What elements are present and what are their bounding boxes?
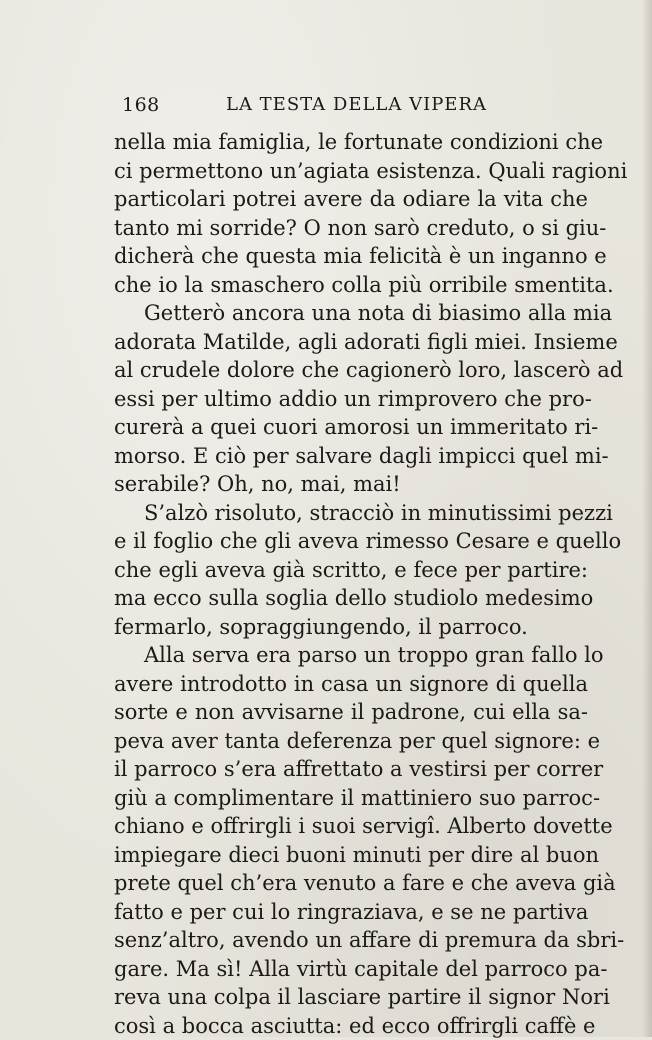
text-line: che io la smaschero colla più orribile smentita.	[114, 271, 588, 300]
text-line: avere introdotto in casa un signore di quella	[114, 670, 588, 699]
page-edge-shadow	[642, 0, 652, 1037]
text-line: ma ecco sulla soglia dello studiolo medesimo	[114, 584, 588, 613]
text-line: tanto mi sorride? O non sarò creduto, o si giu-	[114, 214, 588, 243]
text-line: adorata Matilde, agli adorati figli miei. Insieme	[114, 328, 588, 357]
text-line: il parroco s’era affrettato a vestirsi per correr	[114, 755, 588, 784]
text-line: Getterò ancora una nota di biasimo alla mia	[114, 299, 588, 328]
running-title: LA TESTA DELLA VIPERA	[226, 94, 487, 115]
text-line: sorte e non avvisarne il padrone, cui ella sa-	[114, 698, 588, 727]
text-line: essi per ultimo addio un rimprovero che pro-	[114, 385, 588, 414]
text-line: senz’altro, avendo un affare di premura da sbri-	[114, 926, 588, 955]
text-line: giù a complimentare il mattiniero suo parroc-	[114, 784, 588, 813]
body-text	[114, 128, 588, 1040]
text-line: dicherà che questa mia felicità è un inganno e	[114, 242, 588, 271]
text-line: chiano e offrirgli i suoi servigî. Alberto dovette	[114, 812, 588, 841]
text-line: fatto e per cui lo ringraziava, e se ne partiva	[114, 898, 588, 927]
text-line: morso. E ciò per salvare dagli impicci quel mi-	[114, 442, 588, 471]
text-line: prete quel ch’era venuto a fare e che aveva già	[114, 869, 588, 898]
page-number: 168	[122, 94, 160, 116]
text-line: peva aver tanta deferenza per quel signore: e	[114, 727, 588, 756]
text-line: che egli aveva già scritto, e fece per partire:	[114, 556, 588, 585]
text-line: S’alzò risoluto, stracciò in minutissimi pezzi	[114, 499, 588, 528]
text-line: gare. Ma sì! Alla virtù capitale del parroco pa-	[114, 955, 588, 984]
text-line: nella mia famiglia, le fortunate condizioni che	[114, 128, 588, 157]
text-line: reva una colpa il lasciare partire il signor Nori	[114, 983, 588, 1012]
text-line: fermarlo, sopraggiungendo, il parroco.	[114, 613, 588, 642]
text-line: particolari potrei avere da odiare la vita che	[114, 185, 588, 214]
text-line: e il foglio che gli aveva rimesso Cesare e quello	[114, 527, 588, 556]
text-line: al crudele dolore che cagionerò loro, lascerò ad	[114, 356, 588, 385]
page-header	[118, 94, 588, 124]
text-line: curerà a quei cuori amorosi un immeritato ri-	[114, 413, 588, 442]
text-line: così a bocca asciutta: ed ecco offrirgli caffè e	[114, 1012, 588, 1040]
text-line: serabile? Oh, no, mai, mai!	[114, 470, 588, 499]
text-line: Alla serva era parso un troppo gran fallo lo	[114, 641, 588, 670]
text-line: impiegare dieci buoni minuti per dire al buon	[114, 841, 588, 870]
text-line: ci permettono un’agiata esistenza. Quali ragioni	[114, 157, 588, 186]
